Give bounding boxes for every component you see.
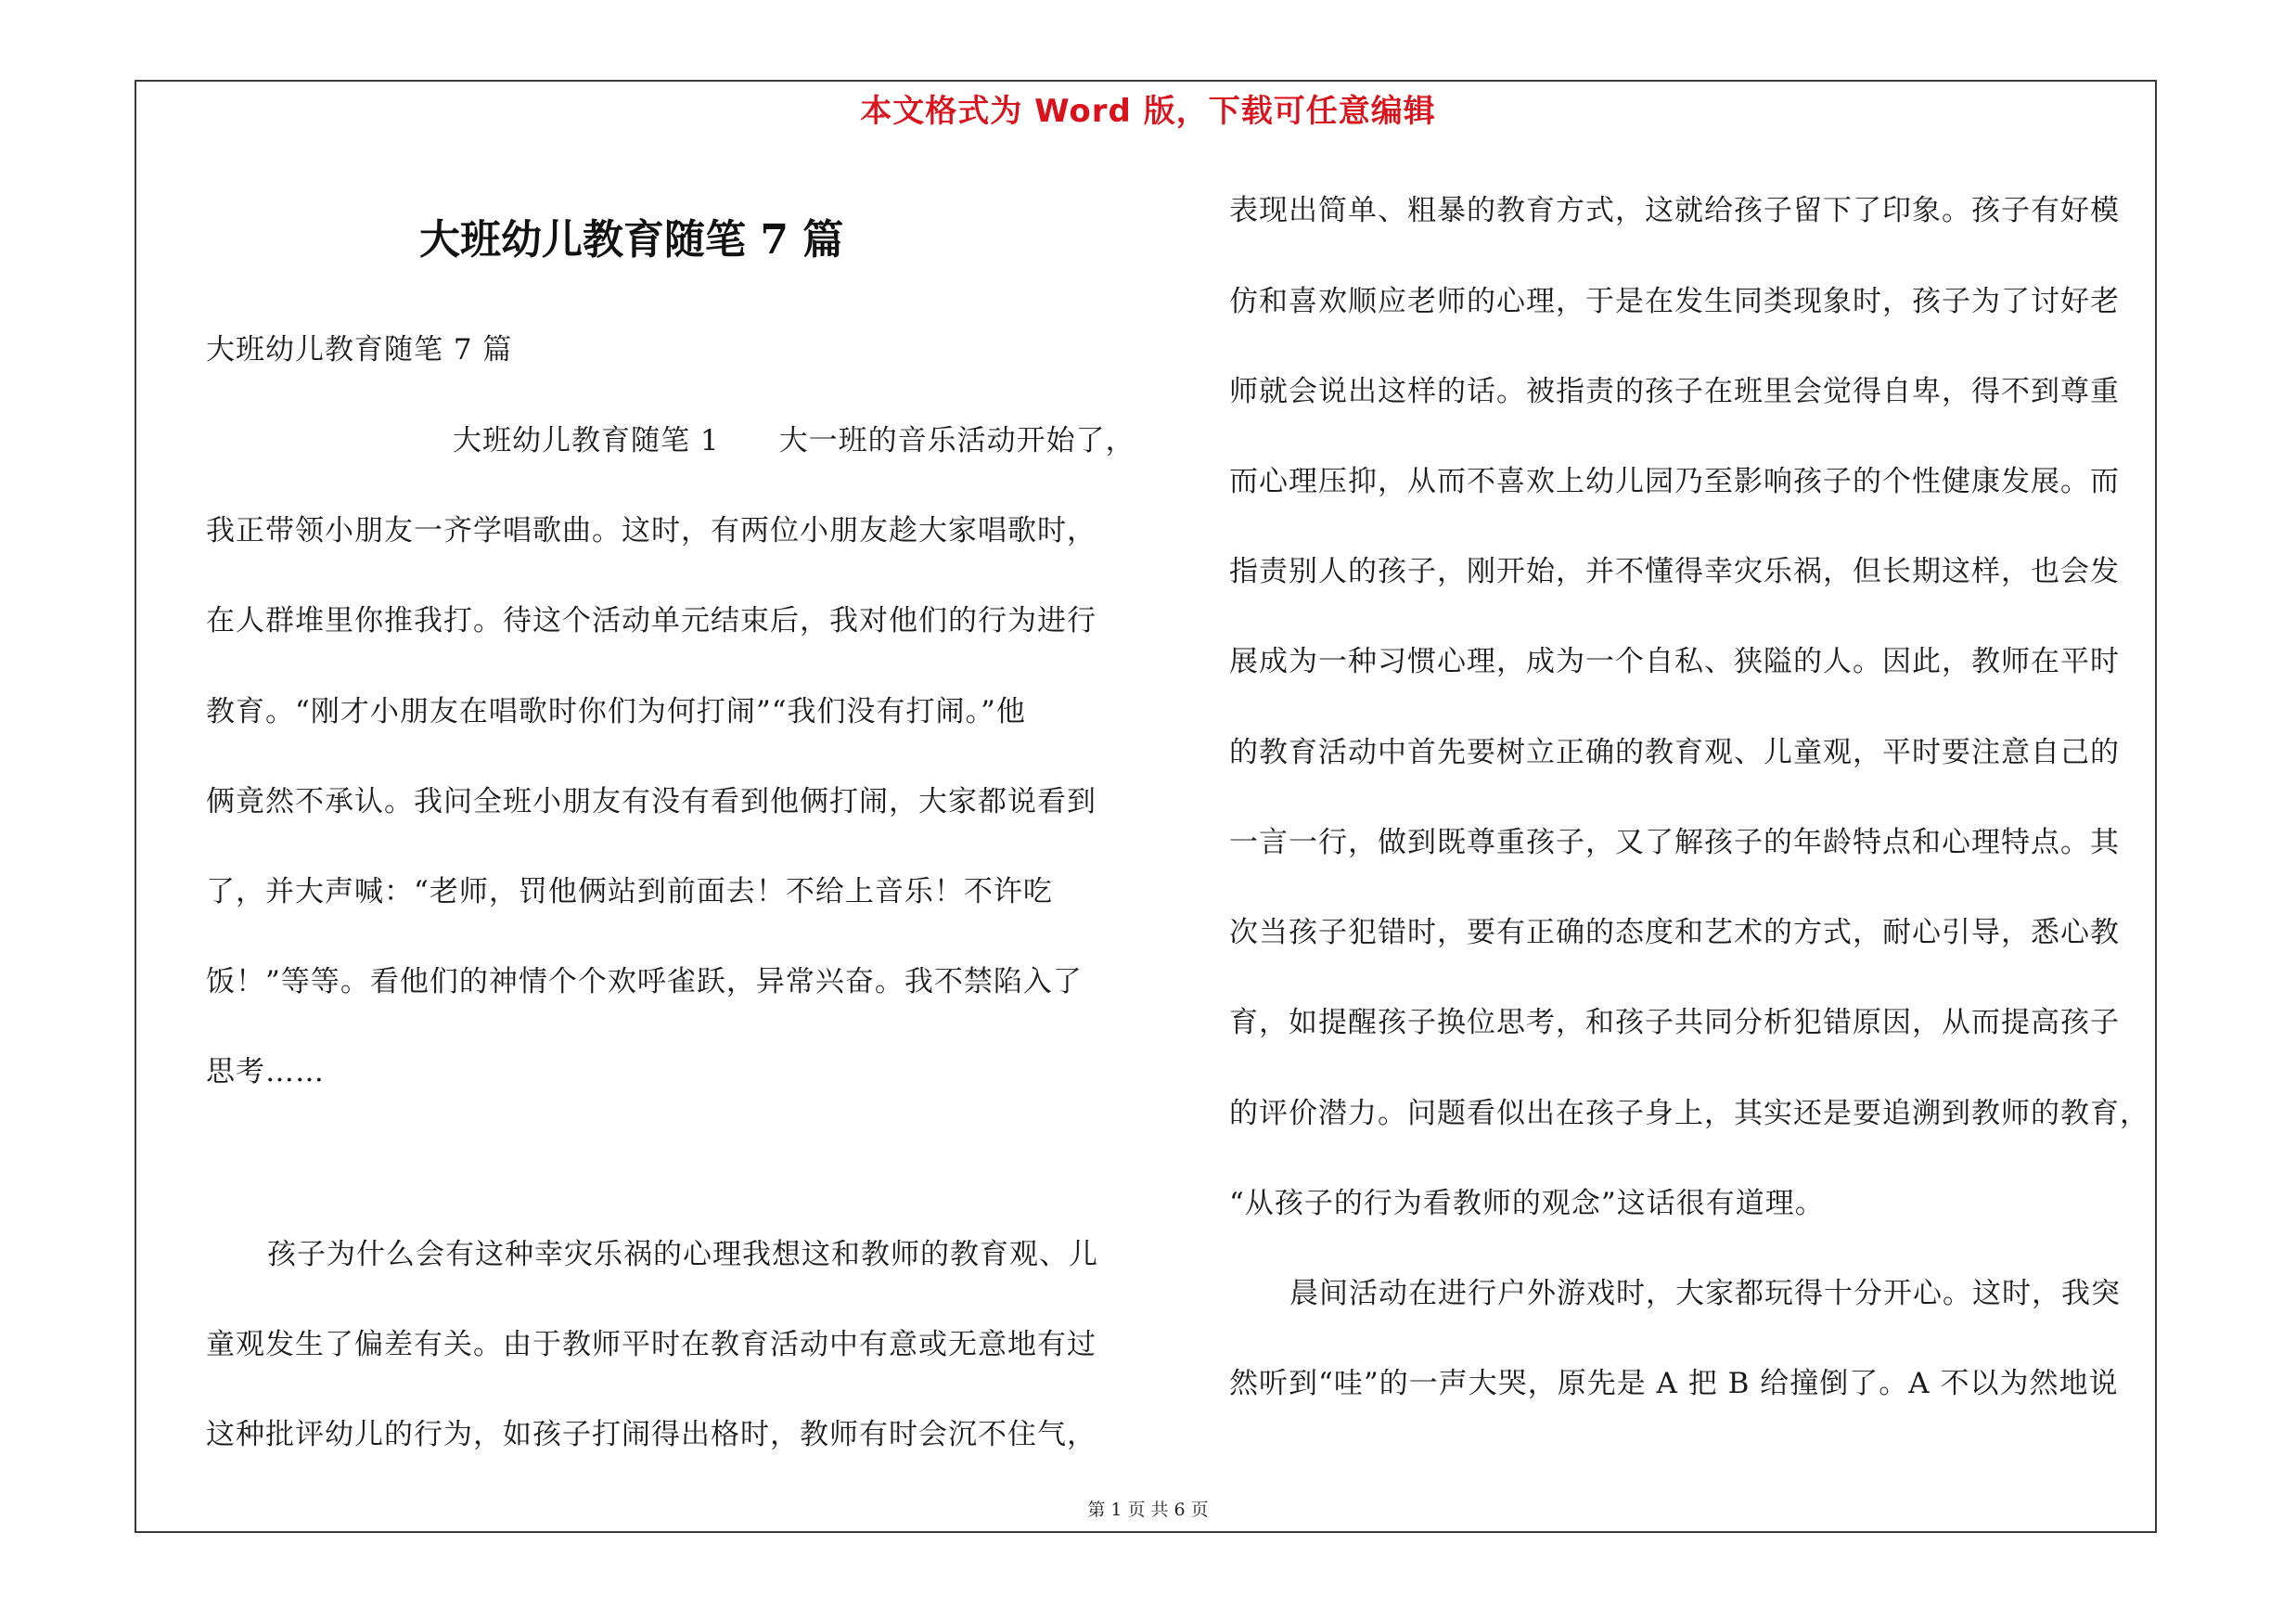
right-line: 次当孩子犯错时，要有正确的态度和艺术的方式，耐心引导，悉心教 <box>1229 916 2120 949</box>
right-line: 而心理压抑，从而不喜欢上幼儿园乃至影响孩子的个性健康发展。而 <box>1229 465 2120 498</box>
right-line: 的教育活动中首先要树立正确的教育观、儿童观，平时要注意自己的 <box>1229 736 2120 769</box>
right-line: 展成为一种习惯心理，成为一个自私、狭隘的人。因此，教师在平时 <box>1229 645 2120 678</box>
right-line: 的评价潜力。问题看似出在孩子身上，其实还是要追溯到教师的教育， <box>1229 1097 2149 1130</box>
left-line: 教育。“刚才小朋友在唱歌时你们为何打闹”“我们没有打闹。”他 <box>206 695 1026 728</box>
left-line: 在人群堆里你推我打。待这个活动单元结束后，我对他们的行为进行 <box>206 604 1097 638</box>
right-line: 一言一行，做到既尊重孩子，又了解孩子的年龄特点和心理特点。其 <box>1229 826 2120 859</box>
right-line: “从孩子的行为看教师的观念”这话很有道理。 <box>1229 1187 1825 1220</box>
right-line: 晨间活动在进行户外游戏时，大家都玩得十分开心。这时，我突 <box>1289 1277 2121 1310</box>
left-line: 童观发生了偏差有关。由于教师平时在教育活动中有意或无意地有过 <box>206 1328 1097 1361</box>
right-line: 然听到“哇”的一声大哭，原先是 A 把 B 给撞倒了。A 不以为然地说 <box>1229 1367 2119 1400</box>
left-line: 饭！”等等。看他们的神情个个欢呼雀跃，异常兴奋。我不禁陷入了 <box>206 965 1083 998</box>
left-line: 思考…… <box>206 1055 325 1088</box>
format-notice-banner: 本文格式为 Word 版，下载可任意编辑 <box>860 93 1436 130</box>
left-line: 大班幼儿教育随笔 7 篇 <box>206 333 513 367</box>
right-line: 育，如提醒孩子换位思考，和孩子共同分析犯错原因，从而提高孩子 <box>1229 1006 2120 1039</box>
right-line: 表现出简单、粗暴的教育方式，这就给孩子留下了印象。孩子有好模 <box>1229 194 2120 227</box>
left-line: 了，并大声喊：“老师，罚他俩站到前面去！不给上音乐！不许吃 <box>206 875 1053 908</box>
document-title: 大班幼儿教育随笔 7 篇 <box>419 216 844 264</box>
right-line: 师就会说出这样的话。被指责的孩子在班里会觉得自卑，得不到尊重 <box>1229 375 2120 408</box>
left-line: 孩子为什么会有这种幸灾乐祸的心理我想这和教师的教育观、儿 <box>267 1238 1098 1271</box>
left-line: 俩竟然不承认。我问全班小朋友有没有看到他俩打闹，大家都说看到 <box>206 785 1097 818</box>
left-line: 我正带领小朋友一齐学唱歌曲。这时，有两位小朋友趁大家唱歌时， <box>206 514 1097 547</box>
right-line: 仿和喜欢顺应老师的心理，于是在发生同类现象时，孩子为了讨好老 <box>1229 285 2120 318</box>
right-line: 指责别人的孩子，刚开始，并不懂得幸灾乐祸，但长期这样，也会发 <box>1229 555 2120 588</box>
left-line: 这种批评幼儿的行为，如孩子打闹得出格时，教师有时会沉不住气， <box>206 1418 1097 1451</box>
page-number-footer: 第 1 页 共 6 页 <box>1087 1500 1209 1520</box>
left-line: 大班幼儿教育随笔 1 大一班的音乐活动开始了， <box>453 424 1135 457</box>
